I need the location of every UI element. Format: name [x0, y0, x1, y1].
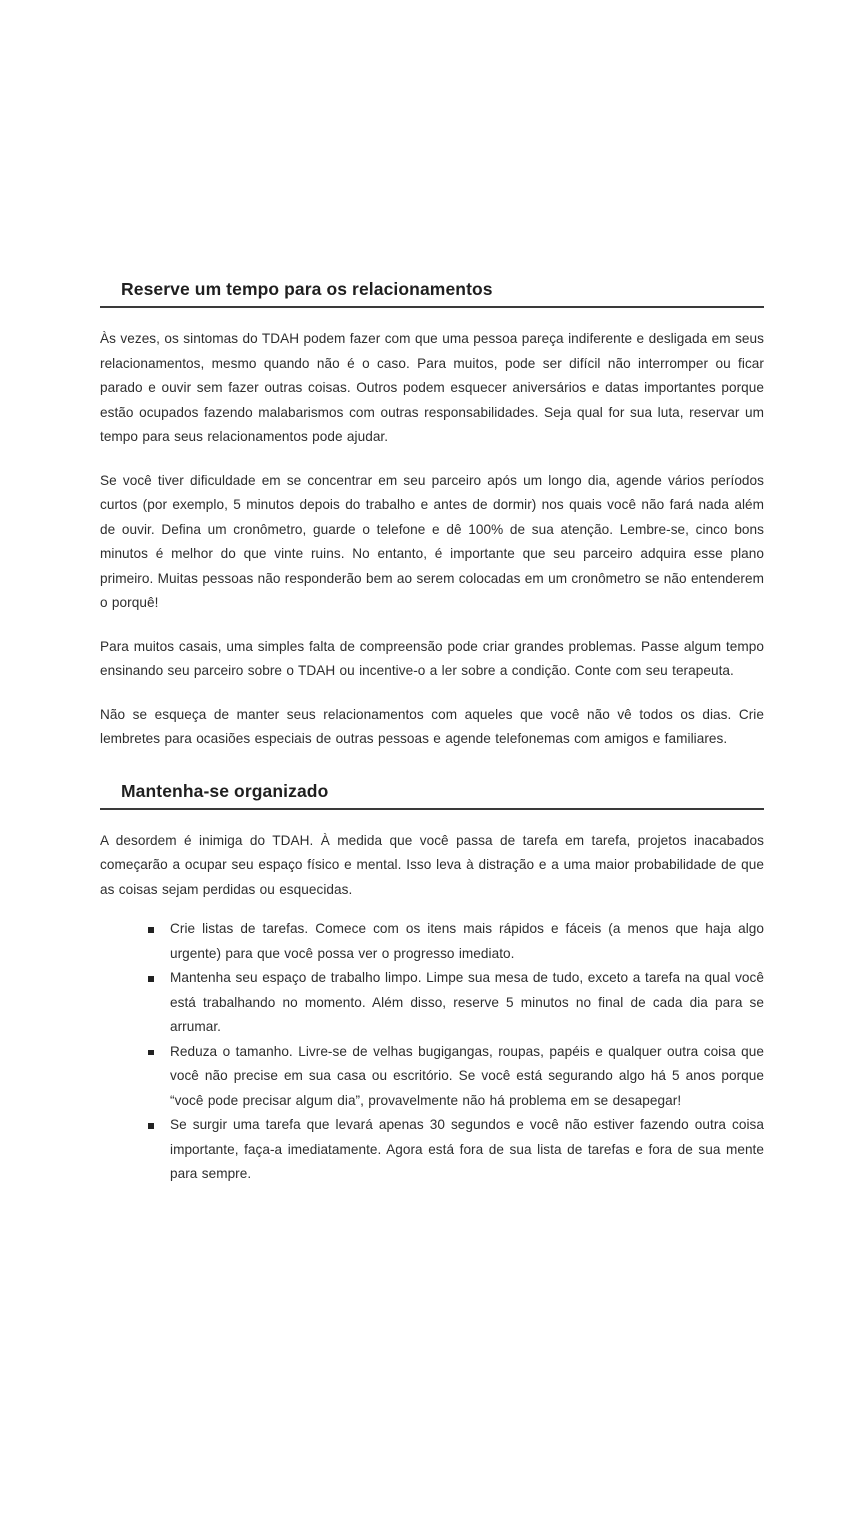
document-content — [100, 279, 764, 1187]
section-organized — [100, 781, 764, 1187]
bullet-text: Mantenha seu espaço de trabalho limpo. Limpe sua mesa de tudo, exceto a tarefa na qual você está trabalhando no momento. Além disso, reserve 5 minutos no final de cada dia para se arrumar. — [170, 970, 764, 1034]
paragraph: Para muitos casais, uma simples falta de compreensão pode criar grandes problemas. Passe algum tempo ensinando seu parceiro sobre o TDAH ou incentive-o a ler sobre a condição. Conte com seu terapeuta. — [100, 638, 764, 678]
section-relationships — [100, 279, 764, 752]
bullet-text: Crie listas de tarefas. Comece com os itens mais rápidos e fáceis (a menos que haja algo urgente) para que você possa ver o progresso imediato. — [170, 921, 764, 961]
bullet-square-icon — [148, 927, 154, 933]
paragraph: Às vezes, os sintomas do TDAH podem fazer com que uma pessoa pareça indiferente e desligada em seus relacionamentos, mesmo quando não é o caso. Para muitos, pode ser difícil não interromper ou ficar parado e ouvir sem fazer outras coisas. Outros podem esquecer aniversários e datas importantes porque estão ocupados fazendo malabarismos com outras responsabilidades. Seja qual for sua luta, reservar um tempo para seus relacionamentos pode ajudar. — [100, 331, 764, 444]
paragraph: A desordem é inimiga do TDAH. À medida que você passa de tarefa em tarefa, projetos inacabados começarão a ocupar seu espaço físico e mental. Isso leva à distração e a uma maior probabilidade de que as coisas sejam perdidas ou esquecidas. — [100, 832, 764, 897]
bullet-square-icon — [148, 1123, 154, 1129]
bullet-square-icon — [148, 1050, 154, 1056]
bullet-list — [100, 917, 764, 1187]
paragraph: Se você tiver dificuldade em se concentrar em seu parceiro após um longo dia, agende vários períodos curtos (por exemplo, 5 minutos depois do trabalho e antes de dormir) nos quais você não fará nada além de ouvir. Defina um cronômetro, guarde o telefone e dê 100% de sua atenção. Lembre-se, cinco bons minutos é melhor do que vinte ruins. No entanto, é importante que seu parceiro adquira esse plano primeiro. Muitas pessoas não responderão bem ao serem colocadas em um cronômetro se não entenderem o porquê! — [100, 472, 764, 610]
bullet-item — [100, 1113, 764, 1187]
bullet-square-icon — [148, 976, 154, 982]
bullet-text: Reduza o tamanho. Livre-se de velhas bugigangas, roupas, papéis e qualquer outra coisa que você não precise em sua casa ou escritório. Se você está segurando algo há 5 anos porque “você pode precisar algum dia”, provavelmente não há problema em se desapegar! — [170, 1043, 764, 1108]
section-heading-relationships: Reserve um tempo para os relacionamentos — [100, 279, 764, 308]
bullet-item — [100, 1040, 764, 1114]
paragraph: Não se esqueça de manter seus relacionamentos com aqueles que você não vê todos os dias. Crie lembretes para ocasiões especiais de outras pessoas e agende telefonemas com amigos e familiares. — [100, 706, 764, 746]
bullet-item — [100, 966, 764, 1040]
section-heading-organized: Mantenha-se organizado — [100, 781, 764, 810]
bullet-text: Se surgir uma tarefa que levará apenas 30 segundos e você não estiver fazendo outra coisa importante, faça-a imediatamente. Agora está fora de sua lista de tarefas e fora de sua mente para sempre. — [170, 1117, 764, 1181]
bullet-item — [100, 917, 764, 966]
